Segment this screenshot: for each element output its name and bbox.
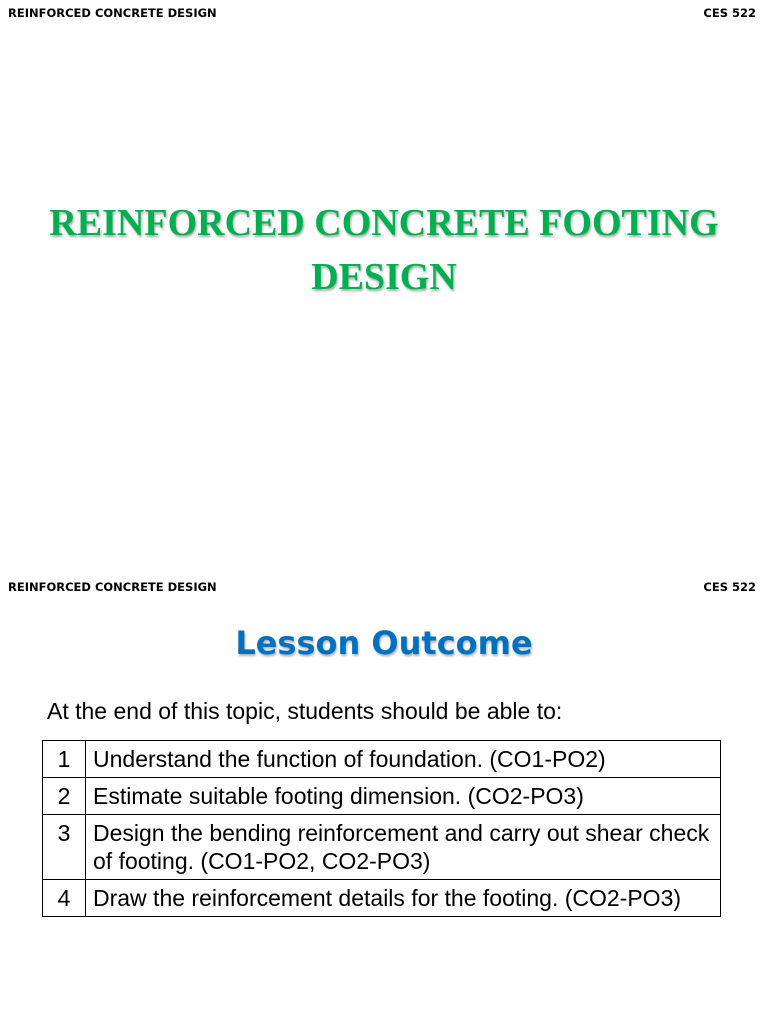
outcome-number: 4 <box>43 880 86 917</box>
outcome-text: Design the bending reinforcement and carry out shear check of footing. (CO1-PO2, CO2-PO3) <box>86 815 721 880</box>
table-row <box>43 778 721 815</box>
header-course-code: CES 522 <box>703 580 756 594</box>
intro-text: At the end of this topic, students should be able to: <box>47 698 563 724</box>
table-row <box>43 880 721 917</box>
header-course-name: REINFORCED CONCRETE DESIGN <box>8 580 217 594</box>
title-line-1: REINFORCED CONCRETE FOOTING <box>49 202 719 244</box>
outcome-number: 1 <box>43 741 86 778</box>
outcomes-table <box>42 740 721 917</box>
slide-main-title <box>0 196 768 304</box>
outcome-text: Understand the function of foundation. (CO1-PO2) <box>86 741 721 778</box>
outcome-number: 3 <box>43 815 86 880</box>
slide-lesson-outcome <box>0 574 768 1024</box>
header-course-name: REINFORCED CONCRETE DESIGN <box>8 6 217 20</box>
outcome-text: Draw the reinforcement details for the footing. (CO2-PO3) <box>86 880 721 917</box>
outcome-number: 2 <box>43 778 86 815</box>
table-row <box>43 815 721 880</box>
lesson-outcome-title: Lesson Outcome <box>235 624 533 662</box>
title-line-2: DESIGN <box>311 256 457 298</box>
table-row <box>43 741 721 778</box>
header-course-code: CES 522 <box>703 6 756 20</box>
outcome-text: Estimate suitable footing dimension. (CO2-PO3) <box>86 778 721 815</box>
